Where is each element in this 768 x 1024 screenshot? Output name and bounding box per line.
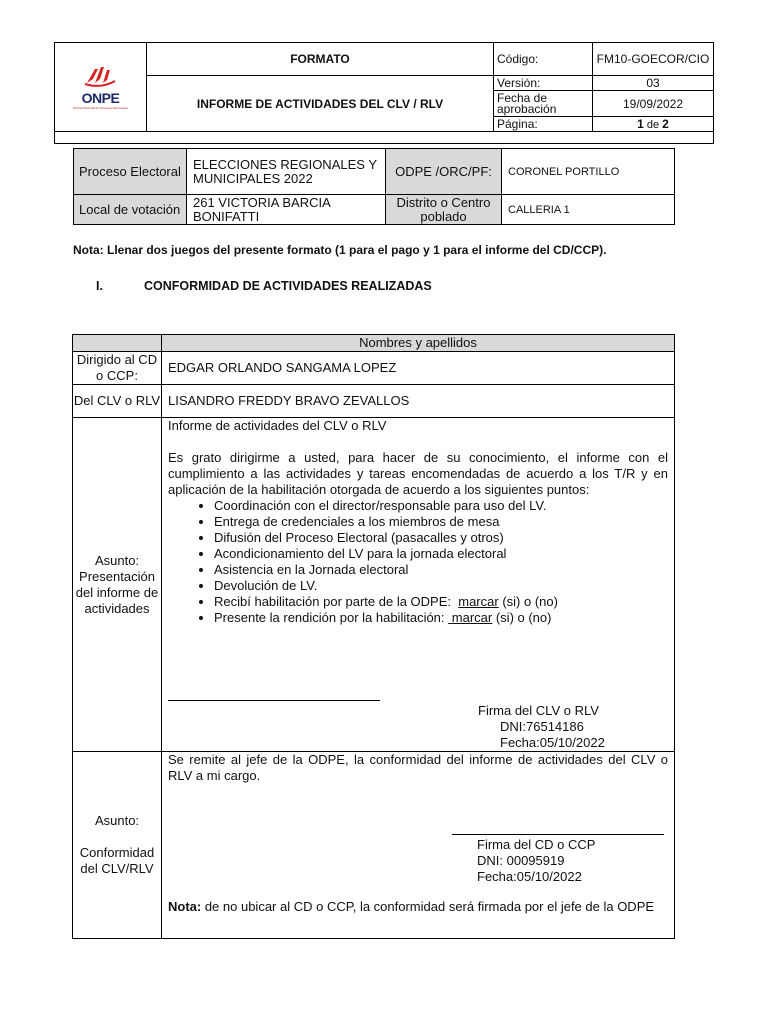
header-spacer-row xyxy=(55,132,714,144)
logo-text: ONPE xyxy=(81,89,120,106)
list-item: • Entrega de credenciales a los miembros de mesa xyxy=(214,514,668,530)
informe-body xyxy=(162,418,675,752)
signature-dni: DNI: 00095919 xyxy=(477,853,565,868)
conformidad-note: Nota: de no ubicar al CD o CCP, la conformidad será firmada por el jefe de la ODPE xyxy=(168,899,655,914)
local-votacion-value: 261 VICTORIA BARCIA BONIFATTI xyxy=(187,195,386,225)
del-clv-label: Del CLV o RLV xyxy=(73,385,162,418)
pagina-label: Página: xyxy=(494,117,593,132)
names-column-header: Nombres y apellidos xyxy=(162,335,675,352)
codigo-label: Código: xyxy=(494,43,593,76)
fill-note: Nota: Llenar dos juegos del presente formato (1 para el pago y 1 para el informe del CD/CCP). xyxy=(73,243,607,257)
codigo-value: FM10-GOECOR/CIO xyxy=(593,43,714,76)
informe-title: Informe de actividades del CLV o RLV xyxy=(168,418,387,433)
list-item: • Coordinación con el director/responsable para uso del LV. xyxy=(214,498,668,514)
list-item: • Acondicionamiento del LV para la jornada electoral xyxy=(214,546,668,562)
conformidad-body xyxy=(162,752,675,939)
local-votacion-label: Local de votación xyxy=(74,195,187,225)
del-clv-value: LISANDRO FREDDY BRAVO ZEVALLOS xyxy=(162,385,675,418)
section-heading xyxy=(96,279,432,293)
section-title: CONFORMIDAD DE ACTIVIDADES REALIZADAS xyxy=(144,279,432,293)
signature-line-cd xyxy=(452,822,664,835)
section-number: I. xyxy=(96,279,103,293)
process-table xyxy=(73,148,675,225)
signature-block-cd xyxy=(168,837,668,885)
list-item: • Asistencia en la Jornada electoral xyxy=(214,562,668,578)
signature-fecha: Fecha:05/10/2022 xyxy=(477,869,582,884)
odpe-value: CORONEL PORTILLO xyxy=(502,149,675,195)
document-header xyxy=(54,42,714,144)
onpe-logo xyxy=(55,43,147,132)
signature-line-clv xyxy=(168,688,380,701)
dirigido-value: EDGAR ORLANDO SANGAMA LOPEZ xyxy=(162,352,675,385)
informe-intro: Es grato dirigirme a usted, para hacer de su conocimiento, el informe con el cumplimiento a las actividades y tareas encomendadas de acuerdo a los T/R y en aplicación de la habilitación otorgada de acuerdo a los siguientes puntos: xyxy=(168,450,668,497)
list-item: • Presente la rendición por la habilitación: marcar (si) o (no) xyxy=(214,610,668,626)
list-item: • Recibí habilitación por parte de la ODPE: marcar (si) o (no) xyxy=(214,594,668,610)
signature-title: Firma del CLV o RLV xyxy=(478,703,599,718)
fecha-aprobacion-label: Fecha de aprobación xyxy=(494,91,593,117)
version-value: 03 xyxy=(593,76,714,91)
list-item: • Devolución de LV. xyxy=(214,578,668,594)
odpe-label: ODPE /ORC/PF: xyxy=(386,149,502,195)
asunto-conformidad-label: Asunto: Conformidad del CLV/RLV xyxy=(73,752,162,939)
activities-list xyxy=(168,498,668,626)
asunto-presentacion-label: Asunto: Presentación del informe de actividades xyxy=(73,418,162,752)
fecha-aprobacion-value: 19/09/2022 xyxy=(593,91,714,117)
signature-title: Firma del CD o CCP xyxy=(477,837,596,852)
format-label: FORMATO xyxy=(147,43,494,76)
activities-table xyxy=(72,334,675,939)
pagina-value: 1 de 2 xyxy=(593,117,714,132)
dirigido-label: Dirigido al CD o CCP: xyxy=(73,352,162,385)
signature-block-clv xyxy=(168,703,668,751)
marcar-rendicion: marcar xyxy=(451,610,493,625)
document-title: INFORME DE ACTIVIDADES DEL CLV / RLV xyxy=(147,76,494,132)
signature-fecha: Fecha:05/10/2022 xyxy=(500,735,605,750)
proceso-value: ELECCIONES REGIONALES Y MUNICIPALES 2022 xyxy=(187,149,386,195)
marcar-habilitacion: marcar xyxy=(458,594,499,609)
header-blank-cell xyxy=(73,335,162,352)
proceso-label: Proceso Electoral xyxy=(74,149,187,195)
conformidad-text: Se remite al jefe de la ODPE, la conformidad del informe de actividades del CLV o RLV a mi cargo. xyxy=(168,752,668,783)
signature-dni: DNI:76514186 xyxy=(500,719,584,734)
list-item: • Difusión del Proceso Electoral (pasacalles y otros) xyxy=(214,530,668,546)
version-label: Versión: xyxy=(494,76,593,91)
onpe-logo-icon xyxy=(81,65,121,87)
logo-subtitle: Oficina Nacional de Procesos Electorales xyxy=(72,105,129,110)
distrito-label: Distrito o Centro poblado xyxy=(386,195,502,225)
distrito-value: CALLERIA 1 xyxy=(502,195,675,225)
